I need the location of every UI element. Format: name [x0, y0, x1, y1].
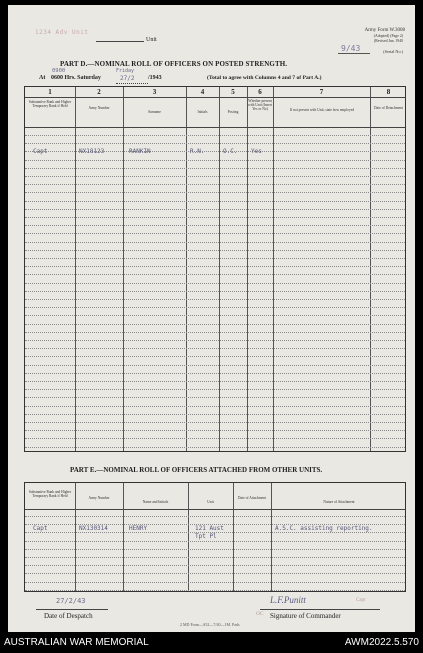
ruled-line: [25, 422, 405, 423]
serial-underline: [338, 53, 370, 54]
ruled-line: [25, 340, 405, 341]
ruled-line: [25, 201, 405, 202]
col-divider: [75, 87, 76, 451]
ruled-line: [25, 389, 405, 390]
entry-rank: Capt: [33, 148, 48, 155]
header-nature-attachment: Nature of Attachment: [323, 500, 355, 504]
col-num-7: 7: [319, 88, 324, 96]
ruled-line: [25, 135, 405, 136]
col-divider: [370, 87, 371, 451]
header-divider: [25, 509, 405, 510]
header-initials: Initials: [197, 110, 208, 114]
col-num-1: 1: [48, 88, 52, 96]
entry-posting: O.C.: [223, 148, 238, 155]
entry-surname: RANKIN: [129, 148, 151, 155]
part-e-title: PART E.—NOMINAL ROLL OF OFFICERS ATTACHED FROM OTHER UNITS.: [70, 466, 323, 474]
ruled-line: [25, 143, 405, 144]
ruled-line: [25, 266, 405, 267]
ruled-line: [25, 557, 405, 558]
header-rank: Substantive Rank and Higher Temporary Rank if Held: [28, 100, 72, 109]
entry-rank: Capt: [33, 525, 48, 532]
ruled-line: [25, 225, 405, 226]
col-divider: [219, 87, 220, 451]
ruled-line: [25, 397, 405, 398]
commander-label: Signature of Commander: [270, 612, 341, 620]
header-posting: Posting: [227, 110, 239, 114]
year-label: /1943: [148, 75, 162, 81]
header-detachment: Date of Detachment: [374, 106, 403, 110]
ruled-line: [25, 250, 405, 251]
ruled-line: [25, 365, 405, 366]
col-num-8: 8: [386, 88, 391, 96]
part-e-table: [24, 482, 406, 592]
ruled-line: [25, 406, 405, 407]
header-date-attachment: Date of Attachment: [237, 496, 267, 500]
archive-caption-bar: [0, 632, 423, 653]
col-divider: [247, 87, 248, 451]
time-typed: 0900: [52, 68, 66, 74]
col-divider: [123, 87, 124, 451]
signature-rank: Capt: [356, 598, 366, 603]
entry-initials: R.N.: [190, 148, 205, 155]
date-underline: [116, 83, 148, 84]
serial-label: (Serial No.): [383, 49, 403, 54]
ruled-line: [25, 381, 405, 382]
part-d-table: [24, 86, 406, 452]
at-prefix: At: [39, 75, 46, 81]
date-typed: 27/2: [120, 75, 135, 82]
ruled-line: [25, 192, 405, 193]
ruled-line: [25, 291, 405, 292]
day-typed: Friday: [116, 68, 135, 74]
ruled-line: [25, 324, 405, 325]
despatch-date: 27/2/43: [56, 597, 86, 605]
ruled-line: [25, 217, 405, 218]
entry-nature: A.S.C. assisting reporting.: [275, 525, 373, 532]
header-name-initials: Name and Initials: [142, 500, 169, 504]
header-how-employed: If not present with Unit, state how employed: [289, 108, 355, 112]
ruled-line: [25, 307, 405, 308]
accession-number: AWM2022.5.570: [344, 637, 419, 648]
ruled-line: [25, 438, 405, 439]
form-line-3: (Revised Jan. 1940: [374, 39, 403, 43]
document-page: [8, 5, 415, 632]
ruled-line: [25, 299, 405, 300]
unit-underline: [96, 41, 144, 42]
header-rank: Substantive Rank and Higher Temporary Rank if Held: [28, 490, 72, 499]
ruled-line: [25, 258, 405, 259]
faint-unit-stamp: 1234 Adv Unit: [35, 29, 89, 36]
ruled-line: [25, 590, 405, 591]
col-num-4: 4: [200, 88, 205, 96]
ruled-line: [25, 565, 405, 566]
ruled-line: [25, 373, 405, 374]
ruled-line: [25, 582, 405, 583]
ruled-line: [25, 447, 405, 448]
ruled-line: [25, 160, 405, 161]
commander-signature: L.F.Punitt: [270, 595, 306, 605]
header-surname: Surname: [148, 110, 161, 114]
col-divider: [233, 483, 234, 591]
entry-army-number: NX18123: [79, 148, 105, 155]
ruled-line: [25, 242, 405, 243]
header-divider: [25, 127, 405, 128]
part-d-title: PART D.—NOMINAL ROLL OF OFFICERS ON POSTED STRENGTH.: [60, 60, 288, 68]
entry-name: HENRY: [129, 525, 148, 532]
ruled-line: [25, 209, 405, 210]
signature-underline: [260, 609, 380, 610]
form-line-1: Army Form W.3008: [364, 28, 405, 33]
ruled-line: [25, 168, 405, 169]
col-divider: [186, 87, 187, 451]
despatch-label: Date of Despatch: [44, 612, 93, 620]
col-num-3: 3: [152, 88, 157, 96]
form-line-2: (Adopted) (Page 2): [373, 34, 403, 38]
ruled-line: [25, 356, 405, 357]
ruled-line: [25, 573, 405, 574]
ruled-line: [25, 233, 405, 234]
institution-name: AUSTRALIAN WAR MEMORIAL: [4, 637, 149, 648]
unit-label: Unit: [146, 37, 157, 43]
ruled-line: [25, 315, 405, 316]
entry-army-number: NX130314: [79, 525, 108, 532]
col-num-2: 2: [97, 88, 101, 96]
number-row-divider: [25, 97, 405, 98]
signature-prefix: OC: [256, 611, 264, 617]
at-line: 0600 Hrs. Saturday: [51, 75, 101, 81]
ruled-line: [25, 283, 405, 284]
ruled-line: [25, 184, 405, 185]
ruled-line: [25, 332, 405, 333]
serial-number: 9/43: [341, 44, 361, 53]
ruled-line: [25, 414, 405, 415]
despatch-underline: [36, 609, 108, 610]
entry-unit: 121 Aust Tpt Pl: [195, 525, 224, 540]
header-army-number: Army Number: [88, 106, 110, 110]
ruled-line: [25, 348, 405, 349]
col-num-5: 5: [231, 88, 235, 96]
header-unit: Unit: [207, 500, 214, 504]
total-note: (Total to agree with Columns 4 and 7 of Part A.): [207, 75, 322, 81]
ruled-line: [25, 430, 405, 431]
header-present: Whether present with Unit (Insert Yes or No): [248, 99, 272, 112]
col-divider: [273, 87, 274, 451]
print-note: 2 MD Form—S52—7/40—1M. Pads: [180, 622, 240, 627]
col-num-6: 6: [258, 88, 262, 96]
ruled-line: [25, 176, 405, 177]
header-army-number: Army Number: [88, 496, 110, 500]
entry-present: Yes: [251, 148, 262, 155]
ruled-line: [25, 516, 405, 517]
ruled-line: [25, 274, 405, 275]
ruled-line: [25, 549, 405, 550]
